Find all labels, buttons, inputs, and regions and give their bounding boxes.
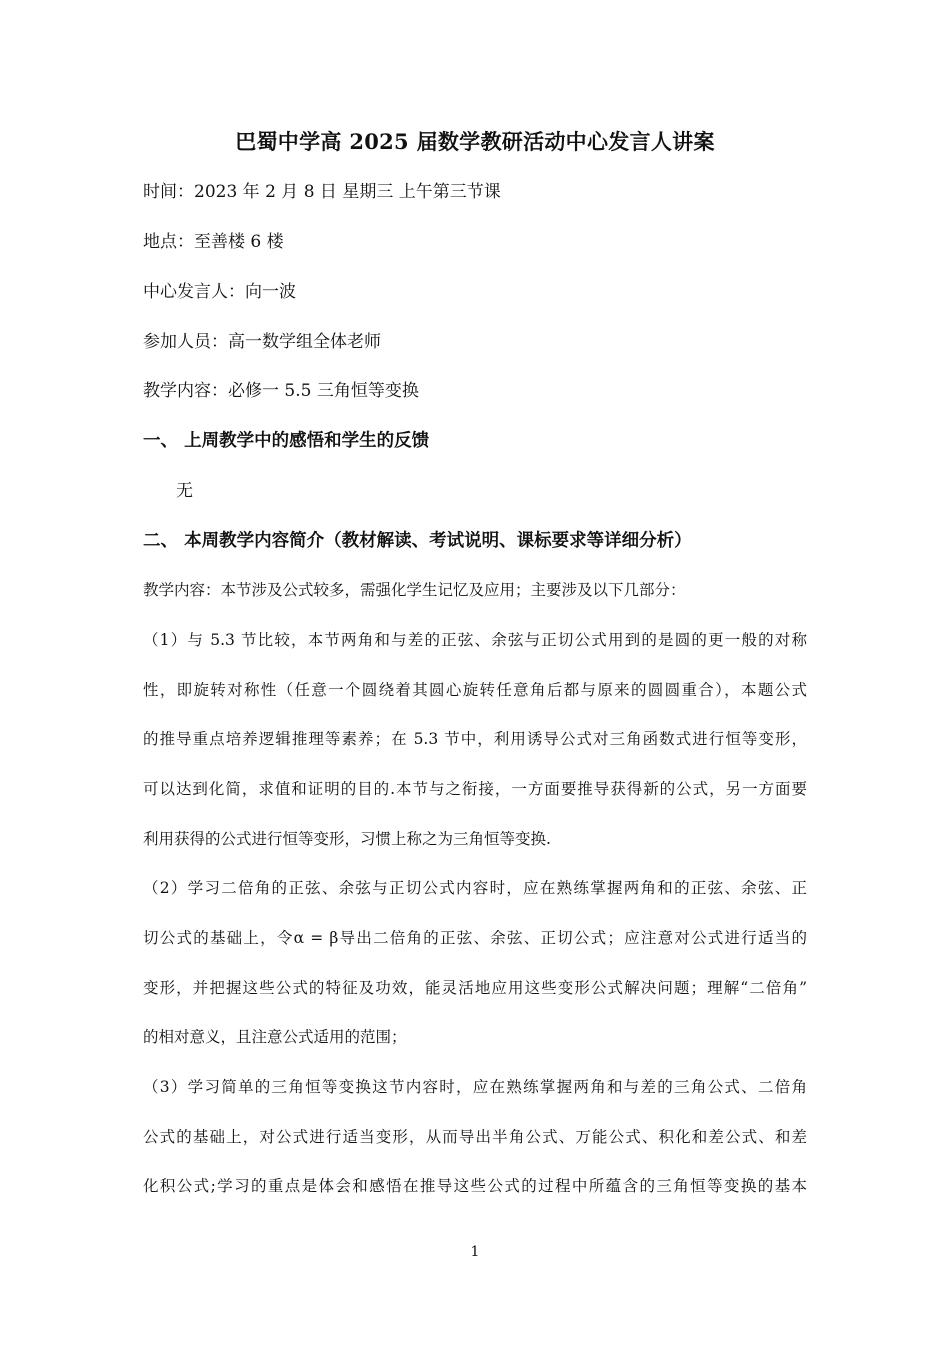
paragraph-line: 公式的基础上，对公式进行适当变形，从而导出半角公式、万能公式、积化和差公式、和差 — [143, 1128, 807, 1146]
paragraph-line: （2）学习二倍角的正弦、余弦与正切公式内容时，应在熟练掌握两角和的正弦、余弦、正 — [143, 879, 807, 897]
paragraph-line: （1）与 5.3 节比较，本节两角和与差的正弦、余弦与正切公式用到的是圆的更一般的对称 — [143, 631, 807, 649]
paragraph-line: 变形，并把握这些公式的特征及功效，能灵活地应用这些变形公式解决问题；理解“二倍角” — [143, 979, 807, 997]
section2-intro: 教学内容：本节涉及公式较多，需强化学生记忆及应用；主要涉及以下几部分： — [143, 581, 686, 599]
page-number: 1 — [470, 1244, 480, 1260]
paragraph-line: 切公式的基础上，令α = β导出二倍角的正弦、余弦、正切公式；应注意对公式进行适当的 — [143, 929, 807, 947]
paragraph-line: 化积公式;学习的重点是体会和感悟在推导这些公式的过程中所蕴含的三角恒等变换的基本 — [143, 1177, 807, 1195]
section2-heading: 二、 本周教学内容简介（教材解读、考试说明、课标要求等详细分析） — [143, 531, 692, 551]
paragraph-line: 可以达到化简，求值和证明的目的.本节与之衔接，一方面要推导获得新的公式，另一方面要 — [143, 780, 807, 798]
meta-speaker: 中心发言人：向一波 — [143, 282, 296, 302]
section1-body: 无 — [176, 481, 193, 501]
section1-heading: 一、 上周教学中的感悟和学生的反馈 — [143, 431, 430, 451]
paragraph-line: 利用获得的公式进行恒等变形，习惯上称之为三角恒等变换. — [143, 830, 551, 848]
meta-participants: 参加人员：高一数学组全体老师 — [143, 332, 381, 352]
paragraph-line: 的相对意义，且注意公式适用的范围； — [143, 1028, 407, 1046]
paragraph-line: 的推导重点培养逻辑推理等素养；在 5.3 节中，利用诱导公式对三角函数式进行恒等变形， — [143, 730, 807, 748]
meta-content: 教学内容：必修一 5.5 三角恒等变换 — [143, 381, 419, 401]
paragraph-line: 性，即旋转对称性（任意一个圆绕着其圆心旋转任意角后都与原来的圆圆重合），本题公式 — [143, 681, 807, 699]
paragraph-line: （3）学习简单的三角恒等变换这节内容时，应在熟练掌握两角和与差的三角公式、二倍角 — [143, 1078, 807, 1096]
document-title: 巴蜀中学高 2025 届数学教研活动中心发言人讲案 — [235, 129, 715, 154]
meta-time: 时间：2023 年 2 月 8 日 星期三 上午第三节课 — [143, 182, 501, 202]
meta-place: 地点：至善楼 6 楼 — [143, 232, 284, 252]
